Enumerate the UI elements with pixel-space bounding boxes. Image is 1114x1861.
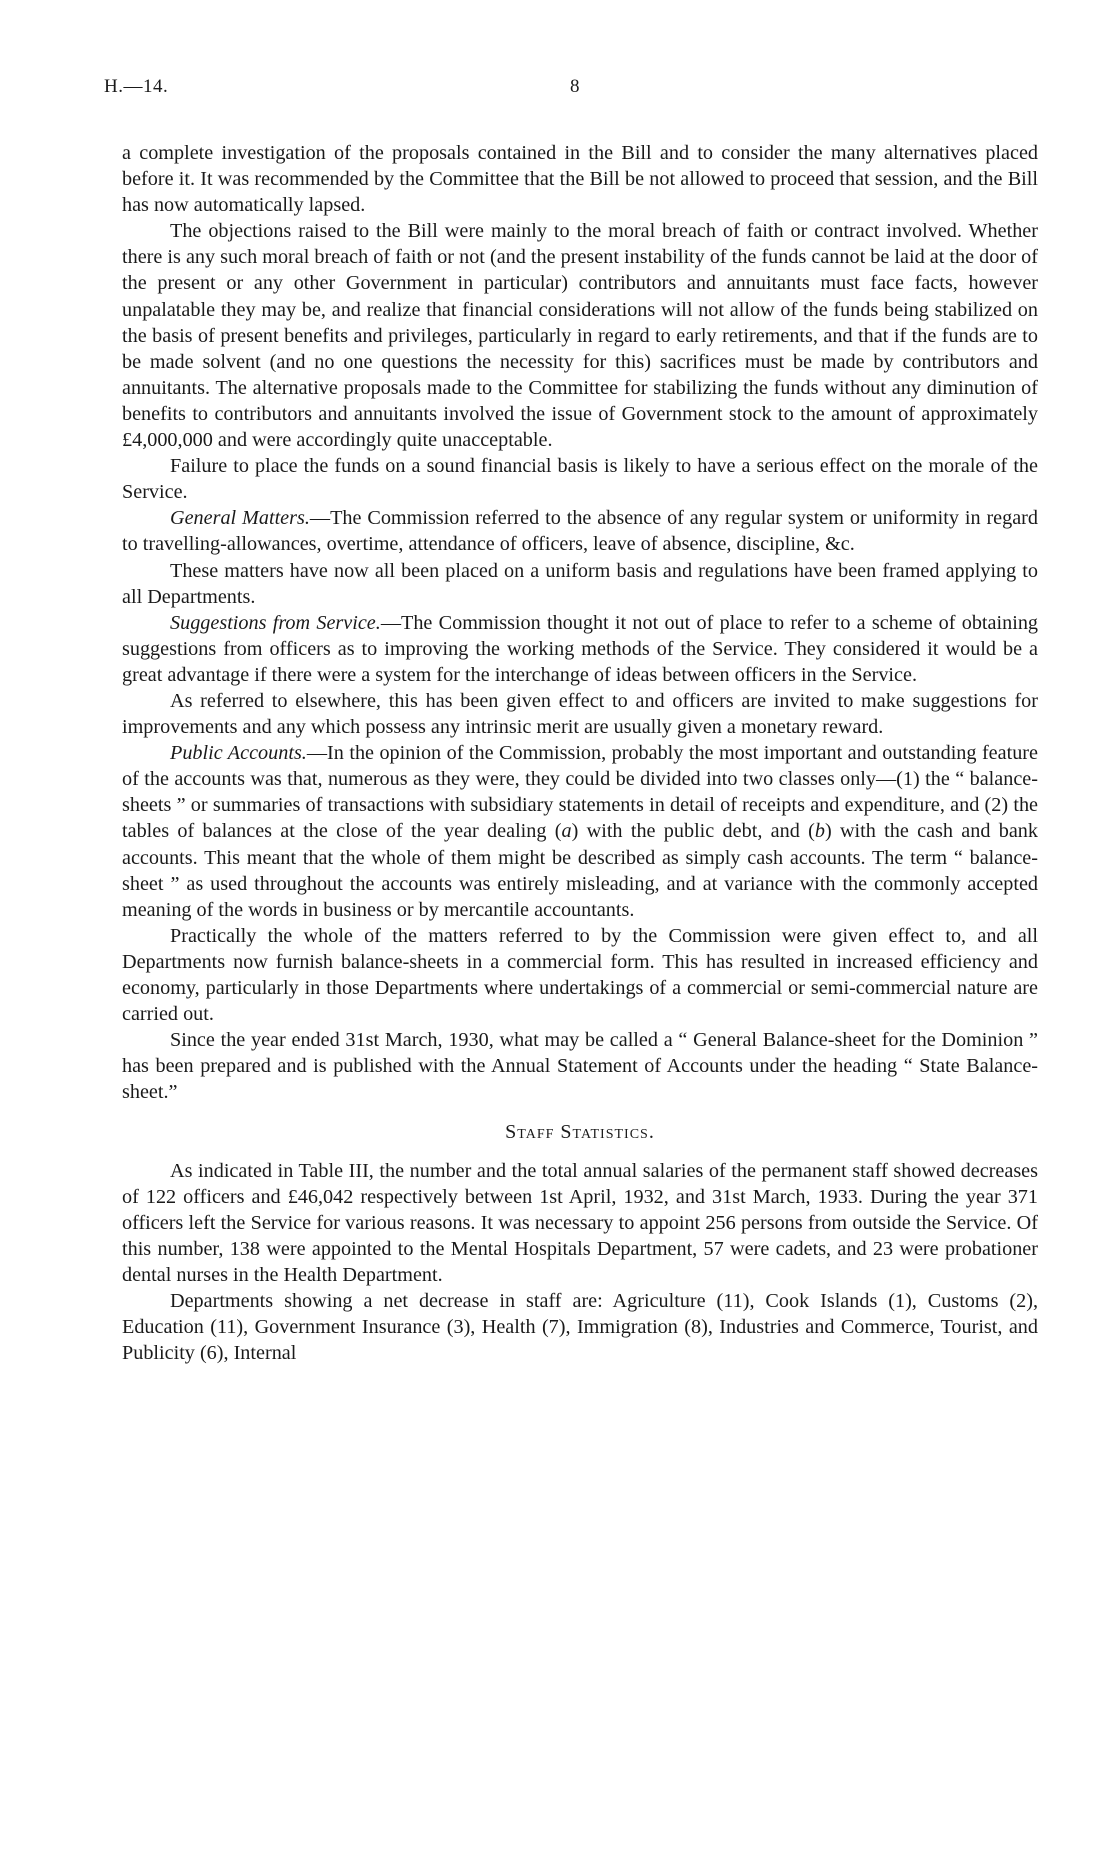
section-heading-staff-statistics: Staff Statistics. xyxy=(505,1121,655,1144)
paragraph-objections: The objections raised to the Bill were mainly to the moral breach of faith or contract involved. Whether there is any such moral breach of faith or not (and the present instability of the funds cannot be laid at the door of the present or any other Government in particular) contributors and annuitants must face facts, however unpalatable they may be, and realize that financial considerations will not allow of the funds being stabilized on the basis of present benefits and privileges, particularly in regard to early retirements, and that if the funds are to be made solvent (and no one questions the necessity for this) sacrifices must be made by contributors and annuitants. The alternative proposals made to the Committee for stabilizing the funds without any diminution of benefits to contributors and annuitants involved the issue of Government stock to the amount of approximately £4,000,000 and were accordingly quite unacceptable. xyxy=(122,220,1038,452)
public-accounts-text-c: ) with the cash and bank accounts. This meant that the whole of them might be described as simply cash accounts. The term “ balance-sheet ” as used throughout the accounts was entirely misleading, and at variance with the commonly accepted meaning of the words in business or by mercantile accountants. xyxy=(122,820,1038,921)
paragraph-table-iii: As indicated in Table III, the number and the total annual salaries of the permanent staff showed decreases of 122 officers and £46,042 respectively between 1st April, 1932, and 31st March, 1933. During the year 371 officers left the Service for various reasons. It was necessary to appoint 256 persons from outside the Service. Of this number, 138 were appointed to the Mental Hospitals Department, 57 were cadets, and 23 were probationer dental nurses in the Health Department. xyxy=(122,1159,1038,1286)
document-reference: H.—14. xyxy=(104,76,169,97)
paragraph-uniform-basis: These matters have now all been placed on a uniform basis and regulations have been framed applying to all Departments. xyxy=(122,559,1038,608)
suggestions-heading: Suggestions from Service. xyxy=(170,611,381,634)
paragraph-monetary-reward: As referred to elsewhere, this has been given effect to and officers are invited to make suggestions for improvements and any which possess any intrinsic merit are usually given a monetary reward. xyxy=(122,689,1038,739)
paragraph-departments-decrease: Departments showing a net decrease in staff are: Agriculture (11), Cook Islands (1), Customs (2), Education (11), Government Insurance (3), Health (7), Immigration (8), Industries and Commerce, Tourist, and Publicity (6), Internal xyxy=(122,1290,1038,1365)
paragraph-general-balance-sheet: Since the year ended 31st March, 1930, what may be called a “ General Balance-sheet for the Dominion ” has been prepared and is published with the Annual Statement of Accounts under the heading “ State Balance-sheet.” xyxy=(122,1029,1038,1104)
general-matters-text: —The Commission referred to the absence of any regular system or uniformity in regard to travelling-allowances, overtime, attendance of officers, leave of absence, discipline, &c. xyxy=(122,507,1038,556)
page-body xyxy=(122,140,1038,1366)
public-accounts-text-a: —In the opinion of the Commission, probably the most important and outstanding feature of the accounts was that, numerous as they were, they could be divided into two classes only—(1) the “ balance-sheets ” or summaries of transactions with subsidiary statements in detail of receipts and expenditure, and (2) the tables of balances at the close of the year dealing ( xyxy=(122,742,1038,843)
paragraph-bill-lapsed: a complete investigation of the proposals contained in the Bill and to consider the many alternatives placed before it. It was recommended by the Committee that the Bill be not allowed to proceed that session, and the Bill has now automatically lapsed. xyxy=(122,142,1038,217)
paragraph-balance-sheets: Practically the whole of the matters referred to by the Commission were given effect to, and all Departments now furnish balance-sheets in a commercial form. This has resulted in increased efficiency and economy, particularly in those Departments where undertakings of a commercial or semi-commercial nature are carried out. xyxy=(122,924,1038,1026)
paragraph-failure: Failure to place the funds on a sound financial basis is likely to have a serious effect on the morale of the Service. xyxy=(122,455,1038,504)
page-number: 8 xyxy=(570,76,580,97)
public-accounts-letter-a: a xyxy=(561,820,572,843)
public-accounts-text-b: ) with the public debt, and ( xyxy=(571,820,815,843)
paragraph-suggestions xyxy=(122,610,1038,688)
general-matters-heading: General Matters. xyxy=(170,507,310,530)
paragraph-public-accounts xyxy=(122,740,1038,923)
public-accounts-letter-b: b xyxy=(814,820,825,843)
paragraph-general-matters xyxy=(122,505,1038,557)
public-accounts-heading: Public Accounts. xyxy=(170,742,307,765)
suggestions-text: —The Commission thought it not out of place to refer to a scheme of obtaining suggestions from officers as to improving the working methods of the Service. They considered it would be a great advantage if there were a system for the interchange of ideas between officers in the Service. xyxy=(122,611,1039,686)
